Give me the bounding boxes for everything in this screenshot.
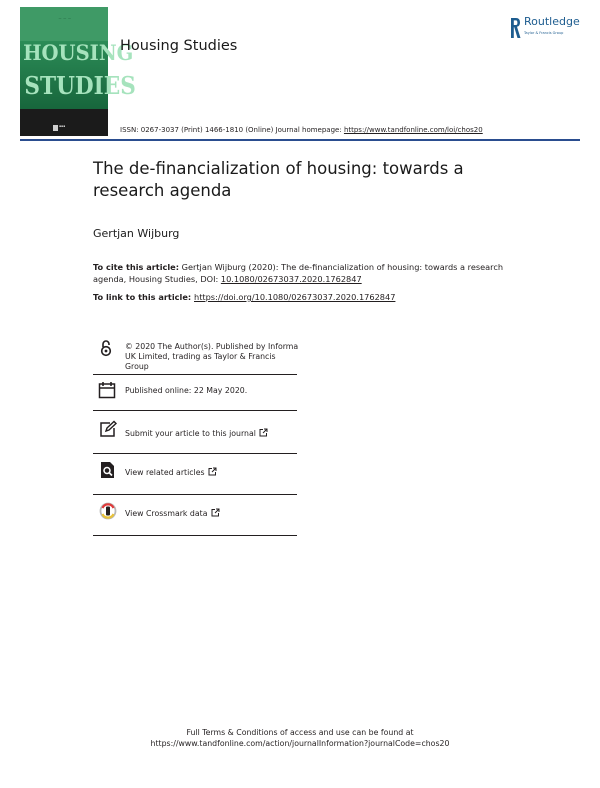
external-link-icon	[211, 508, 220, 517]
cover-top-strip	[20, 7, 108, 41]
journal-homepage-link[interactable]: https://www.tandfonline.com/loi/chos20	[343, 126, 483, 134]
row-divider	[93, 494, 297, 495]
routledge-tagline: Taylor & Francis Group	[524, 31, 564, 35]
citation-text: Gertjan Wijburg (2020): The de-financialization of housing: towards a research agenda, Housing Studies, DOI:	[93, 262, 504, 284]
citation-doi-link[interactable]: 10.1080/02673037.2020.1762847	[220, 274, 362, 284]
calendar-icon	[98, 381, 116, 399]
cover-publisher-logo: ▪▪▪	[53, 124, 73, 133]
cover-title-word-1: HOUSING	[23, 40, 134, 65]
external-link-icon	[208, 467, 217, 476]
row-divider	[93, 374, 297, 375]
cover-title-word-2: STUDIES	[24, 71, 136, 100]
terms-footer-url[interactable]: https://www.tandfonline.com/action/journalInformation?journalCode=chos20	[150, 739, 450, 748]
published-online-text: Published online: 22 May 2020.	[125, 386, 248, 395]
external-link-icon	[259, 428, 268, 437]
journal-cover-image	[20, 7, 136, 136]
article-link-block	[93, 291, 513, 303]
related-articles-label: View related articles	[125, 468, 205, 477]
citation-label: To cite this article:	[93, 262, 179, 272]
terms-footer-line-1: Full Terms & Conditions of access and use can be found at	[186, 728, 414, 737]
open-access-row	[97, 339, 115, 361]
cover-volume-line: — — —	[58, 16, 72, 20]
terms-footer	[0, 727, 600, 749]
issn-text: ISSN: 0267-3037 (Print) 1466-1810 (Online) Journal homepage:	[120, 126, 344, 134]
article-author: Gertjan Wijburg	[93, 227, 180, 240]
article-title: The de-financialization of housing: towards a research agenda	[93, 159, 464, 200]
row-divider	[93, 453, 297, 454]
submit-article-link[interactable]	[125, 428, 268, 439]
article-link-label: To link to this article:	[93, 292, 194, 302]
submit-article-row[interactable]	[99, 420, 117, 442]
related-articles-row[interactable]	[99, 461, 117, 483]
submit-article-label: Submit your article to this journal	[125, 429, 256, 438]
header-divider	[20, 139, 580, 141]
row-divider	[93, 535, 297, 536]
issn-line	[120, 126, 483, 134]
crossmark-icon	[99, 502, 117, 520]
open-access-icon	[97, 339, 115, 357]
crossmark-link[interactable]	[125, 508, 220, 519]
open-access-text: © 2020 The Author(s). Published by Informa UK Limited, trading as Taylor & Francis Group	[125, 342, 299, 371]
routledge-r-icon	[509, 16, 522, 40]
row-divider	[93, 410, 297, 411]
journal-name: Housing Studies	[120, 38, 238, 54]
crossmark-label: View Crossmark data	[125, 509, 208, 518]
crossmark-row[interactable]	[99, 502, 117, 524]
routledge-logo	[509, 14, 589, 44]
routledge-wordmark: Routledge	[524, 15, 580, 28]
related-articles-icon	[99, 461, 117, 479]
article-doi-url[interactable]: https://doi.org/10.1080/02673037.2020.1762847	[194, 292, 396, 302]
submit-article-icon	[99, 420, 117, 438]
published-online-row	[98, 381, 116, 403]
citation-block	[93, 261, 513, 285]
related-articles-link[interactable]	[125, 467, 217, 478]
